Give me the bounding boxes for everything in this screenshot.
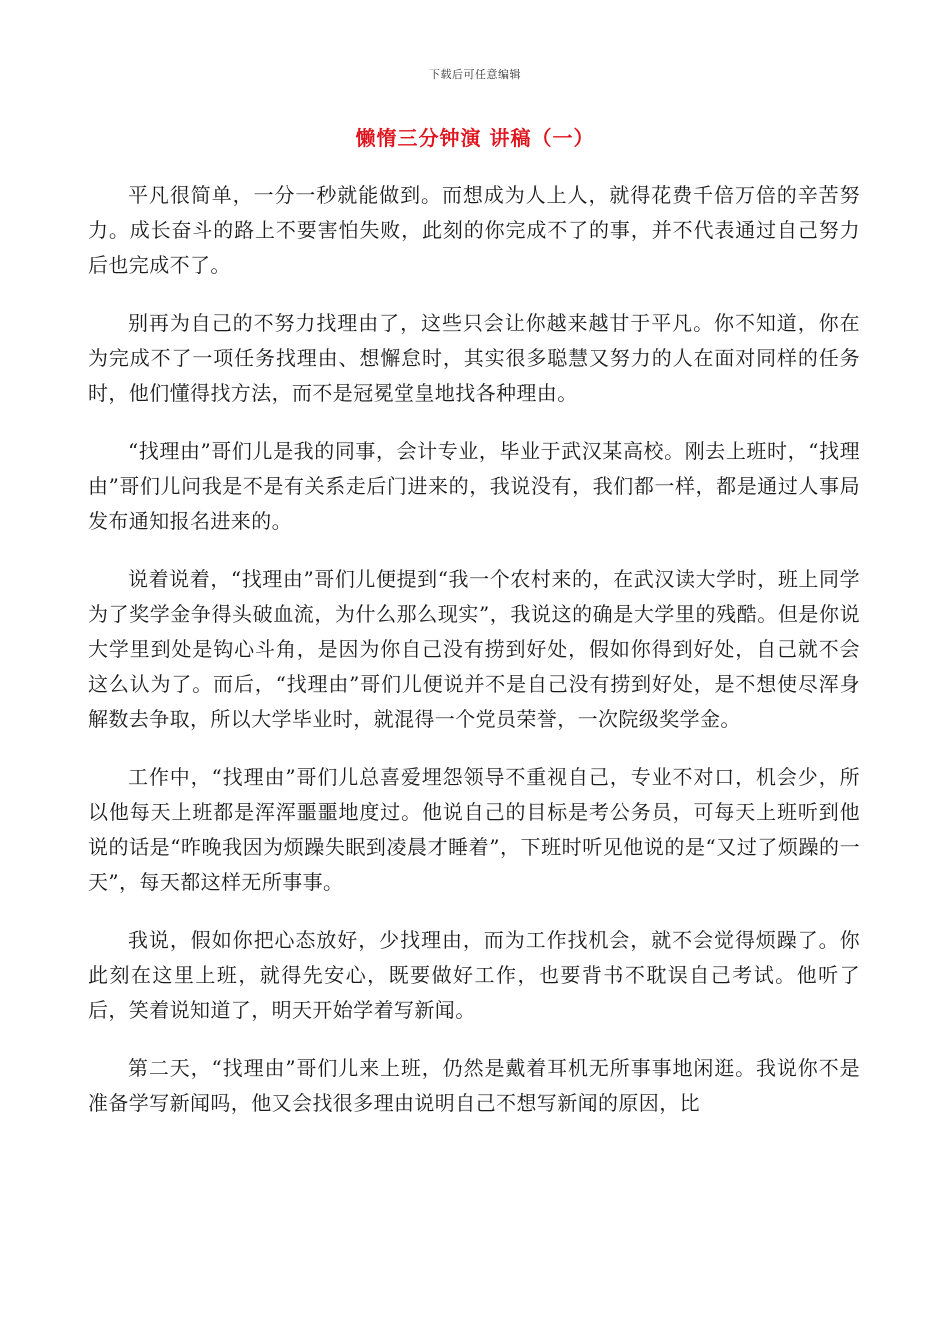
paragraph: 平凡很简单，一分一秒就能做到。而想成为人上人，就得花费千倍万倍的辛苦努力。成长奋斗的路上不要害怕失败，此刻的你完成不了的事，并不代表通过自己努力后也完成不了。 [88,183,860,277]
paragraph: “找理由”哥们儿是我的同事，会计专业，毕业于武汉某高校。刚去上班时，“找理由”哥们儿问我是不是有关系走后门进来的，我说没有，我们都一样，都是通过人事局发布通知报名进来的。 [88,439,860,533]
document-body [88,178,860,1144]
paragraph: 说着说着，“找理由”哥们儿便提到“我一个农村来的，在武汉读大学时，班上同学为了奖学金争得头破血流，为什么那么现实”，我说这的确是大学里的残酷。但是你说大学里到处是钩心斗角，是因为你自己没有捞到好处，假如你得到好处，自己就不会这么认为了。而后，“找理由”哥们儿便说并不是自己没有捞到好处，是不想使尽浑身解数去争取，所以大学毕业时，就混得一个党员荣誉，一次院级奖学金。 [88,567,860,731]
paragraph: 我说，假如你把心态放好，少找理由，而为工作找机会，就不会觉得烦躁了。你此刻在这里上班，就得先安心，既要做好工作，也要背书不耽误自己考试。他听了后，笑着说知道了，明天开始学着写新闻。 [88,928,860,1022]
paragraph: 第二天，“找理由”哥们儿来上班，仍然是戴着耳机无所事事地闲逛。我说你不是准备学写新闻吗，他又会找很多理由说明自己不想写新闻的原因，比 [88,1056,860,1115]
document-title: 懒惰三分钟演 讲稿（一） [355,126,595,150]
paragraph: 别再为自己的不努力找理由了，这些只会让你越来越甘于平凡。你不知道，你在为完成不了一项任务找理由、想懈怠时，其实很多聪慧又努力的人在面对同样的任务时，他们懂得找方法，而不是冠冕堂皇地找各种理由。 [88,311,860,405]
header-note: 下载后可任意编辑 [429,68,521,81]
paragraph: 工作中，“找理由”哥们儿总喜爱埋怨领导不重视自己，专业不对口，机会少，所以他每天上班都是浑浑噩噩地度过。他说自己的目标是考公务员，可每天上班听到他说的话是“昨晚我因为烦躁失眠到凌晨才睡着”，下班时听见他说的是“又过了烦躁的一天”，每天都这样无所事事。 [88,765,860,894]
